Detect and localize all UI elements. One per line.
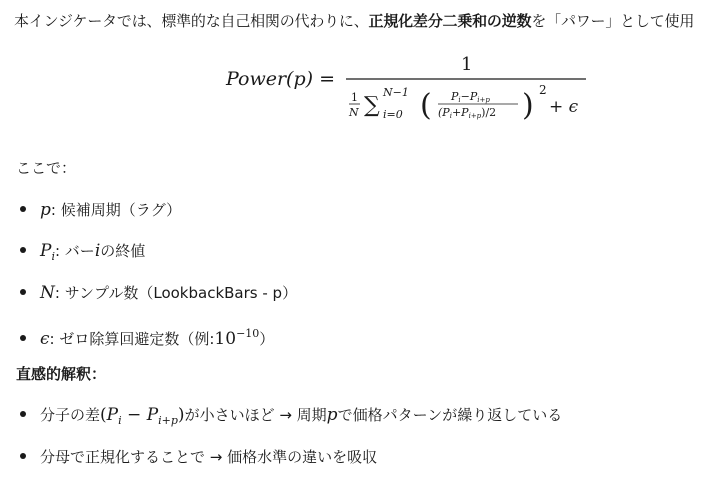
definition-text: : 候補周期（ラグ） <box>50 201 182 219</box>
epsilon-value: $10^{-10}$ <box>214 327 260 349</box>
interpretation-item-2 <box>20 446 377 468</box>
bullet-dot <box>20 289 26 295</box>
interpretation-item-1 <box>20 404 562 432</box>
interpretation-label: 直感的解釈： <box>16 365 107 383</box>
definition-item-epsilon <box>20 323 274 350</box>
definition-text: : ゼロ除算回避定数（例: <box>49 330 215 348</box>
interp-text-1: 分子の差 <box>40 406 101 424</box>
symbol-p: p <box>40 200 51 220</box>
where-label: ここで： <box>16 159 77 177</box>
power-formula <box>224 52 604 134</box>
inner-numerator: Pi−Pi+p <box>451 90 490 104</box>
definition-text-2: ） <box>259 330 275 348</box>
right-paren: ) <box>522 88 534 123</box>
bullet-dot <box>20 411 26 417</box>
definition-item-p <box>20 199 181 221</box>
definition-text: : サンプル数（LookbackBars - p） <box>54 284 298 302</box>
formula-lhs: Power(p) = <box>226 68 335 90</box>
sum-lower: i=0 <box>383 108 403 121</box>
intro-bold-term: 正規化差分二乗和の逆数 <box>368 12 532 30</box>
intro-text-1: 本インジケータでは、標準的な自己相関の代わりに、 <box>14 12 369 30</box>
bullet-dot <box>20 247 26 253</box>
interp-text-1: 分母で正規化することで → 価格水準の違いを吸収 <box>40 448 378 466</box>
symbol-p-inline: p <box>326 405 338 425</box>
symbol-P: $P_i$ <box>40 241 55 263</box>
symbol-N: N <box>40 283 55 303</box>
formula-coef-den: N <box>349 106 359 119</box>
interp-text-3: で価格パターンが繰り返している <box>337 406 563 424</box>
symbol-epsilon: ϵ <box>40 329 50 349</box>
difference-expression: $(P_i - P_{i+p})$ <box>100 405 185 427</box>
definition-item-N <box>20 282 297 304</box>
bullet-dot <box>20 206 26 212</box>
definition-item-Pi <box>20 240 145 268</box>
intro-paragraph <box>14 10 720 32</box>
sum-upper: N−1 <box>383 86 409 99</box>
intro-text-2: を「パワー」として使用 <box>531 12 695 30</box>
plus-epsilon: + ϵ <box>549 97 579 117</box>
inner-denominator: (Pi+Pi+p)/2 <box>438 106 497 120</box>
definition-text: : バー <box>54 242 95 260</box>
left-paren: ( <box>420 88 432 123</box>
bullet-dot <box>20 453 26 459</box>
bullet-dot <box>20 335 26 341</box>
formula-numerator: 1 <box>461 54 473 75</box>
formula-coef-num: 1 <box>351 91 358 104</box>
exponent-2: 2 <box>539 83 547 97</box>
interp-text-2: が小さいほど → 周期 <box>184 406 327 424</box>
definition-text-2: の終値 <box>100 242 146 260</box>
sum-symbol: ∑ <box>364 93 380 118</box>
symbol-i: i <box>94 241 101 261</box>
